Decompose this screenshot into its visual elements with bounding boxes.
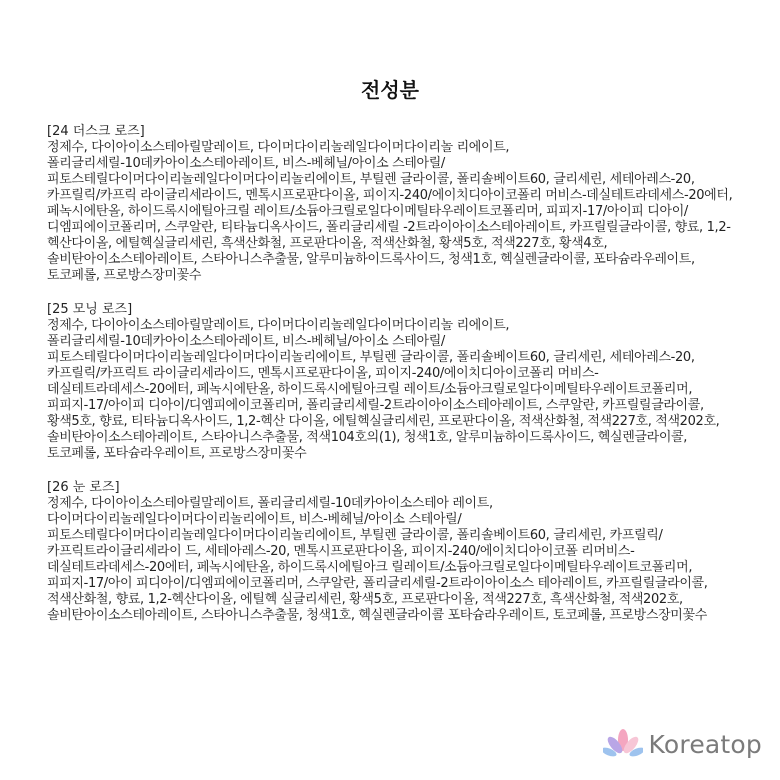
- section-ingredients: 정제수, 다이아이소스테아릴말레이트, 다이머다이리놀레일다이머다이리놀 리에이트, 폴리글리세릴-10데카아이소스테아레이트, 비스-베헤닐/아이소 스테아릴/피토스테릴다이머다이리놀레일다이머다이리놀리에이트, 부틸렌 글라이콜, 폴리솔베이트60, 글리세린, 세테아레스-20, 카프릴릭/카프릭 라이글리세라이드, 멘톡시프로판다이올, 피이지-240/에이치디아이코폴리 머비스-데실테트라데세스-20에터, 페녹시에탄올, 하이드록시에틸아크릴 레이트/소듐아크릴로일다이메틸타우레이트코폴리머, 피피지-17/아이피 디아이/디엠피에이코폴리머, 스쿠알란, 티타늄디옥사이드, 폴리글리세릴 -2트라이아이소스테아레이트, 카프릴릴글라이콜, 향료, 1,2-헥산다이올, 에틸헥실글리세린, 흑색산화철, 프로판다이올, 적색산화철, 황색5호, 적색227호, 황색4호, 솔비탄아이소스테아레이트, 스타아니스추출물, 알루미늄하이드록사이드, 청색1호, 헥실렌글라이콜, 포타슘라우레이트, 토코페롤, 프로방스장미꽃수: [47, 140, 733, 283]
- koreatop-logo: [603, 726, 762, 762]
- lotus-icon: [603, 728, 643, 760]
- section-ingredients: 정제수, 다이아이소스테아릴말레이트, 다이머다이리놀레일다이머다이리놀 리에이트, 폴리글리세릴-10데카아이소스테아레이트, 비스-베헤닐/아이소 스테아릴/피토스테릴다이머다이리놀레일다이머다이리놀리에이트, 부틸렌 글라이콜, 폴리솔베이트60, 글리세린, 세테아레스-20, 카프릴릭/카프릭트 라이글리세라이드, 멘톡시프로판다이올, 피이지-240/에이치디아이코폴리 머비스-데실테트라데세스-20에터, 페녹시에탄올, 하이드록시에틸아크릴 레이트/소듐아크릴로일다이메틸타우레이트코폴리머, 피피지-17/아이피 디아이/디엠피에이코폴리머, 폴리글리세릴-2트라이아이소스테아레이트, 스쿠알란, 카프릴릴글라이콜, 황색5호, 향료, 티타늄디옥사이드, 1,2-헥산 다이올, 에틸헥실글리세린, 프로판다이올, 적색산화철, 적색227호, 적색202호, 솔비탄아이소스테아레이트, 스타아니스추출물, 적색104호의(1), 청색1호, 알루미늄하이드록사이드, 헥실렌글라이콜, 토코페롤, 포타슘라우레이트, 프로방스장미꽃수: [47, 318, 720, 461]
- section-heading: [26 눈 로즈]: [47, 480, 120, 495]
- section-heading: [25 모닝 로즈]: [47, 302, 133, 317]
- section-heading: [24 더스크 로즈]: [47, 124, 145, 139]
- page-title: 전성분: [361, 78, 419, 102]
- ingredient-section-26: [47, 480, 737, 624]
- ingredients-list: [47, 124, 737, 642]
- logo-text: Koreatop: [648, 729, 762, 759]
- ingredient-section-25: [47, 302, 737, 462]
- section-ingredients: 정제수, 다이아이소스테아릴말레이트, 폴리글리세릴-10데카아이소스테아 레이트, 다이머다이리놀레일다이머다이리놀리에이트, 비스-베헤닐/아이소 스테아릴/피토스테릴다이머다이리놀레일다이머다이리놀리에이트, 부틸렌 글라이콜, 폴리솔베이트60, 글리세린, 카프릴릭/카프릭트라이글리세라이 드, 세테아레스-20, 멘톡시프로판다이올, 피이지-240/에이치디아이코폴 리머비스-데실테트라데세스-20에터, 페녹시에탄올, 하이드록시에틸아크 릴레이트/소듐아크릴로일다이메틸타우레이트코폴리머, 피피지-17/아이 피디아이/디엠피에이코폴리머, 스쿠알란, 폴리글리세릴-2트라이아이소스 테아레이트, 카프릴릴글라이콜, 적색산화철, 향료, 1,2-헥산다이올, 에틸헥 실글리세린, 황색5호, 프로판다이올, 적색227호, 흑색산화철, 적색202호, 솔비탄아이소스테아레이트, 스타아니스추출물, 청색1호, 헥실렌글라이콜 포타슘라우레이트, 토코페롤, 프로방스장미꽃수: [47, 496, 708, 623]
- ingredient-section-24: [47, 124, 737, 284]
